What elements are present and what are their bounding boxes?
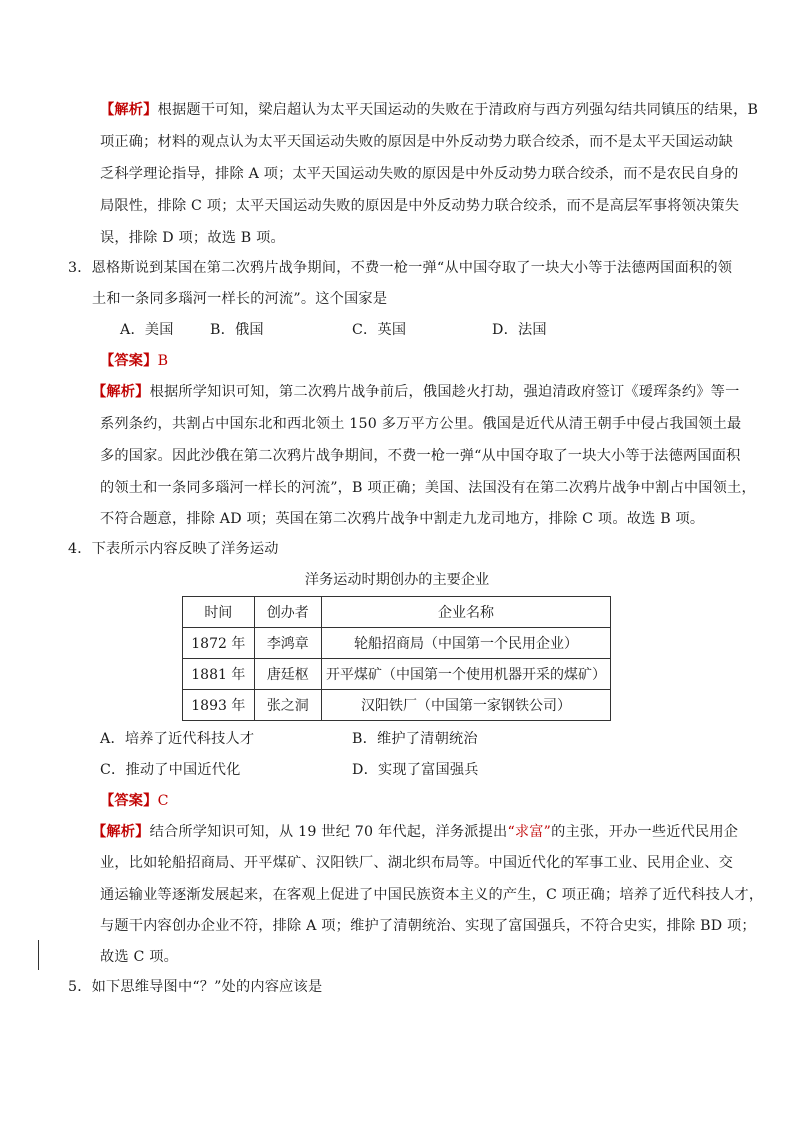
margin-change-bar [38,940,39,970]
prev-analysis-line-5: 误，排除 D 项；故选 B 项。 [100,230,285,246]
prev-analysis-line-1: 【解析】根据题干可知，梁启超认为太平天国运动的失败在于清政府与西方列强勾结共同镇压的结果，B [100,102,759,118]
table-cell-founder: 李鸿章 [254,628,321,659]
table-row [183,659,611,690]
table-header-founder: 创办者 [254,597,321,628]
table-header-enterprise: 企业名称 [321,597,610,628]
table-cell-enterprise: 开平煤矿（中国第一个使用机器开采的煤矿） [321,659,610,690]
table-title: 洋务运动时期创办的主要企业 [304,572,490,588]
table-cell-year: 1893 年 [183,690,255,721]
table-header-time: 时间 [183,597,255,628]
table-row [183,690,611,721]
table-cell-year: 1881 年 [183,659,255,690]
q4-analysis-line-5: 故选 C 项。 [100,949,179,965]
q4-analysis-line-2: 业，比如轮船招商局、开平煤矿、汉阳铁厂、湖北织布局等。中国近代化的军事工业、民用企业、交 [100,855,734,871]
q3-analysis-line-4: 的领土和一条同多瑙河一样长的河流”，B 项正确；美国、法国没有在第二次鸦片战争中割占中国领土， [100,480,756,496]
q3-stem-line-1: 3．恩格斯说到某国在第二次鸦片战争期间，不费一枪一弹“从中国夺取了一块大小等于法德两国面积的领 [68,260,733,276]
table-cell-founder: 张之洞 [254,690,321,721]
quoted-term: “求富” [507,824,552,840]
analysis-tag: 【解析】 [100,102,158,118]
prev-analysis-line-3: 乏科学理论指导，排除 A 项；太平天国运动失败的原因是中外反动势力联合绞杀，而不是农民自身的 [100,166,739,182]
q3-option-d: D．法国 [492,322,547,338]
prev-analysis-line-2: 项正确；材料的观点认为太平天国运动失败的原因是中外反动势力联合绞杀，而不是太平天国运动缺 [100,134,734,150]
q4-option-a: A．培养了近代科技人才 [100,731,255,747]
q3-option-b: B．俄国 [210,322,264,338]
q5-stem: 5．如下思维导图中“？”处的内容应该是 [68,979,323,995]
q4-answer: 【答案】C [100,793,169,809]
table-header-row [183,597,611,628]
table-row [183,628,611,659]
q4-analysis-line-1: 【解析】结合所学知识可知，从 19 世纪 70 年代起，洋务派提出“求富”的主张，开办一些近代民用企 [92,824,739,840]
q4-analysis-line-4: 与题干内容创办企业不符，排除 A 项；维护了清朝统治、实现了富国强兵，不符合史实，排除 BD 项； [100,918,756,934]
q3-option-c: C．英国 [352,322,407,338]
enterprise-table [182,596,611,721]
table-cell-year: 1872 年 [183,628,255,659]
q3-analysis-line-2: 系列条约，共割占中国东北和西北领土 150 多万平方公里。俄国是近代从清王朝手中侵占我国领土最 [100,416,742,432]
prev-analysis-line-4: 局限性，排除 C 项；太平天国运动失败的原因是中外反动势力联合绞杀，而不是高层军事将领决策失 [100,198,740,214]
q4-option-c: C．推动了中国近代化 [100,762,241,778]
q3-answer: 【答案】B [100,353,169,369]
q3-analysis-line-3: 多的国家。因此沙俄在第二次鸦片战争期间，不费一枪一弹“从中国夺取了一块大小等于法德两国面积 [100,448,741,464]
q3-analysis-line-5: 不符合题意，排除 AD 项；英国在第二次鸦片战争中割走九龙司地方，排除 C 项。故选 B 项。 [100,511,705,527]
table-cell-enterprise: 轮船招商局（中国第一个民用企业） [321,628,610,659]
table-cell-enterprise: 汉阳铁厂（中国第一家钢铁公司） [321,690,610,721]
q3-option-a: A．美国 [120,322,174,338]
q3-analysis-line-1: 【解析】根据所学知识可知，第二次鸦片战争前后，俄国趁火打劫，强迫清政府签订《瑷珲条约》等一 [92,384,740,400]
q4-option-d: D．实现了富国强兵 [352,762,479,778]
q4-stem: 4．下表所示内容反映了洋务运动 [68,541,279,557]
q3-stem-line-2: 土和一条同多瑙河一样长的河流”。这个国家是 [92,291,388,307]
q4-option-b: B．维护了清朝统治 [352,731,478,747]
table-cell-founder: 唐廷枢 [254,659,321,690]
q4-analysis-line-3: 通运输业等逐渐发展起来，在客观上促进了中国民族资本主义的产生，C 项正确；培养了近代科技人才， [100,887,764,903]
